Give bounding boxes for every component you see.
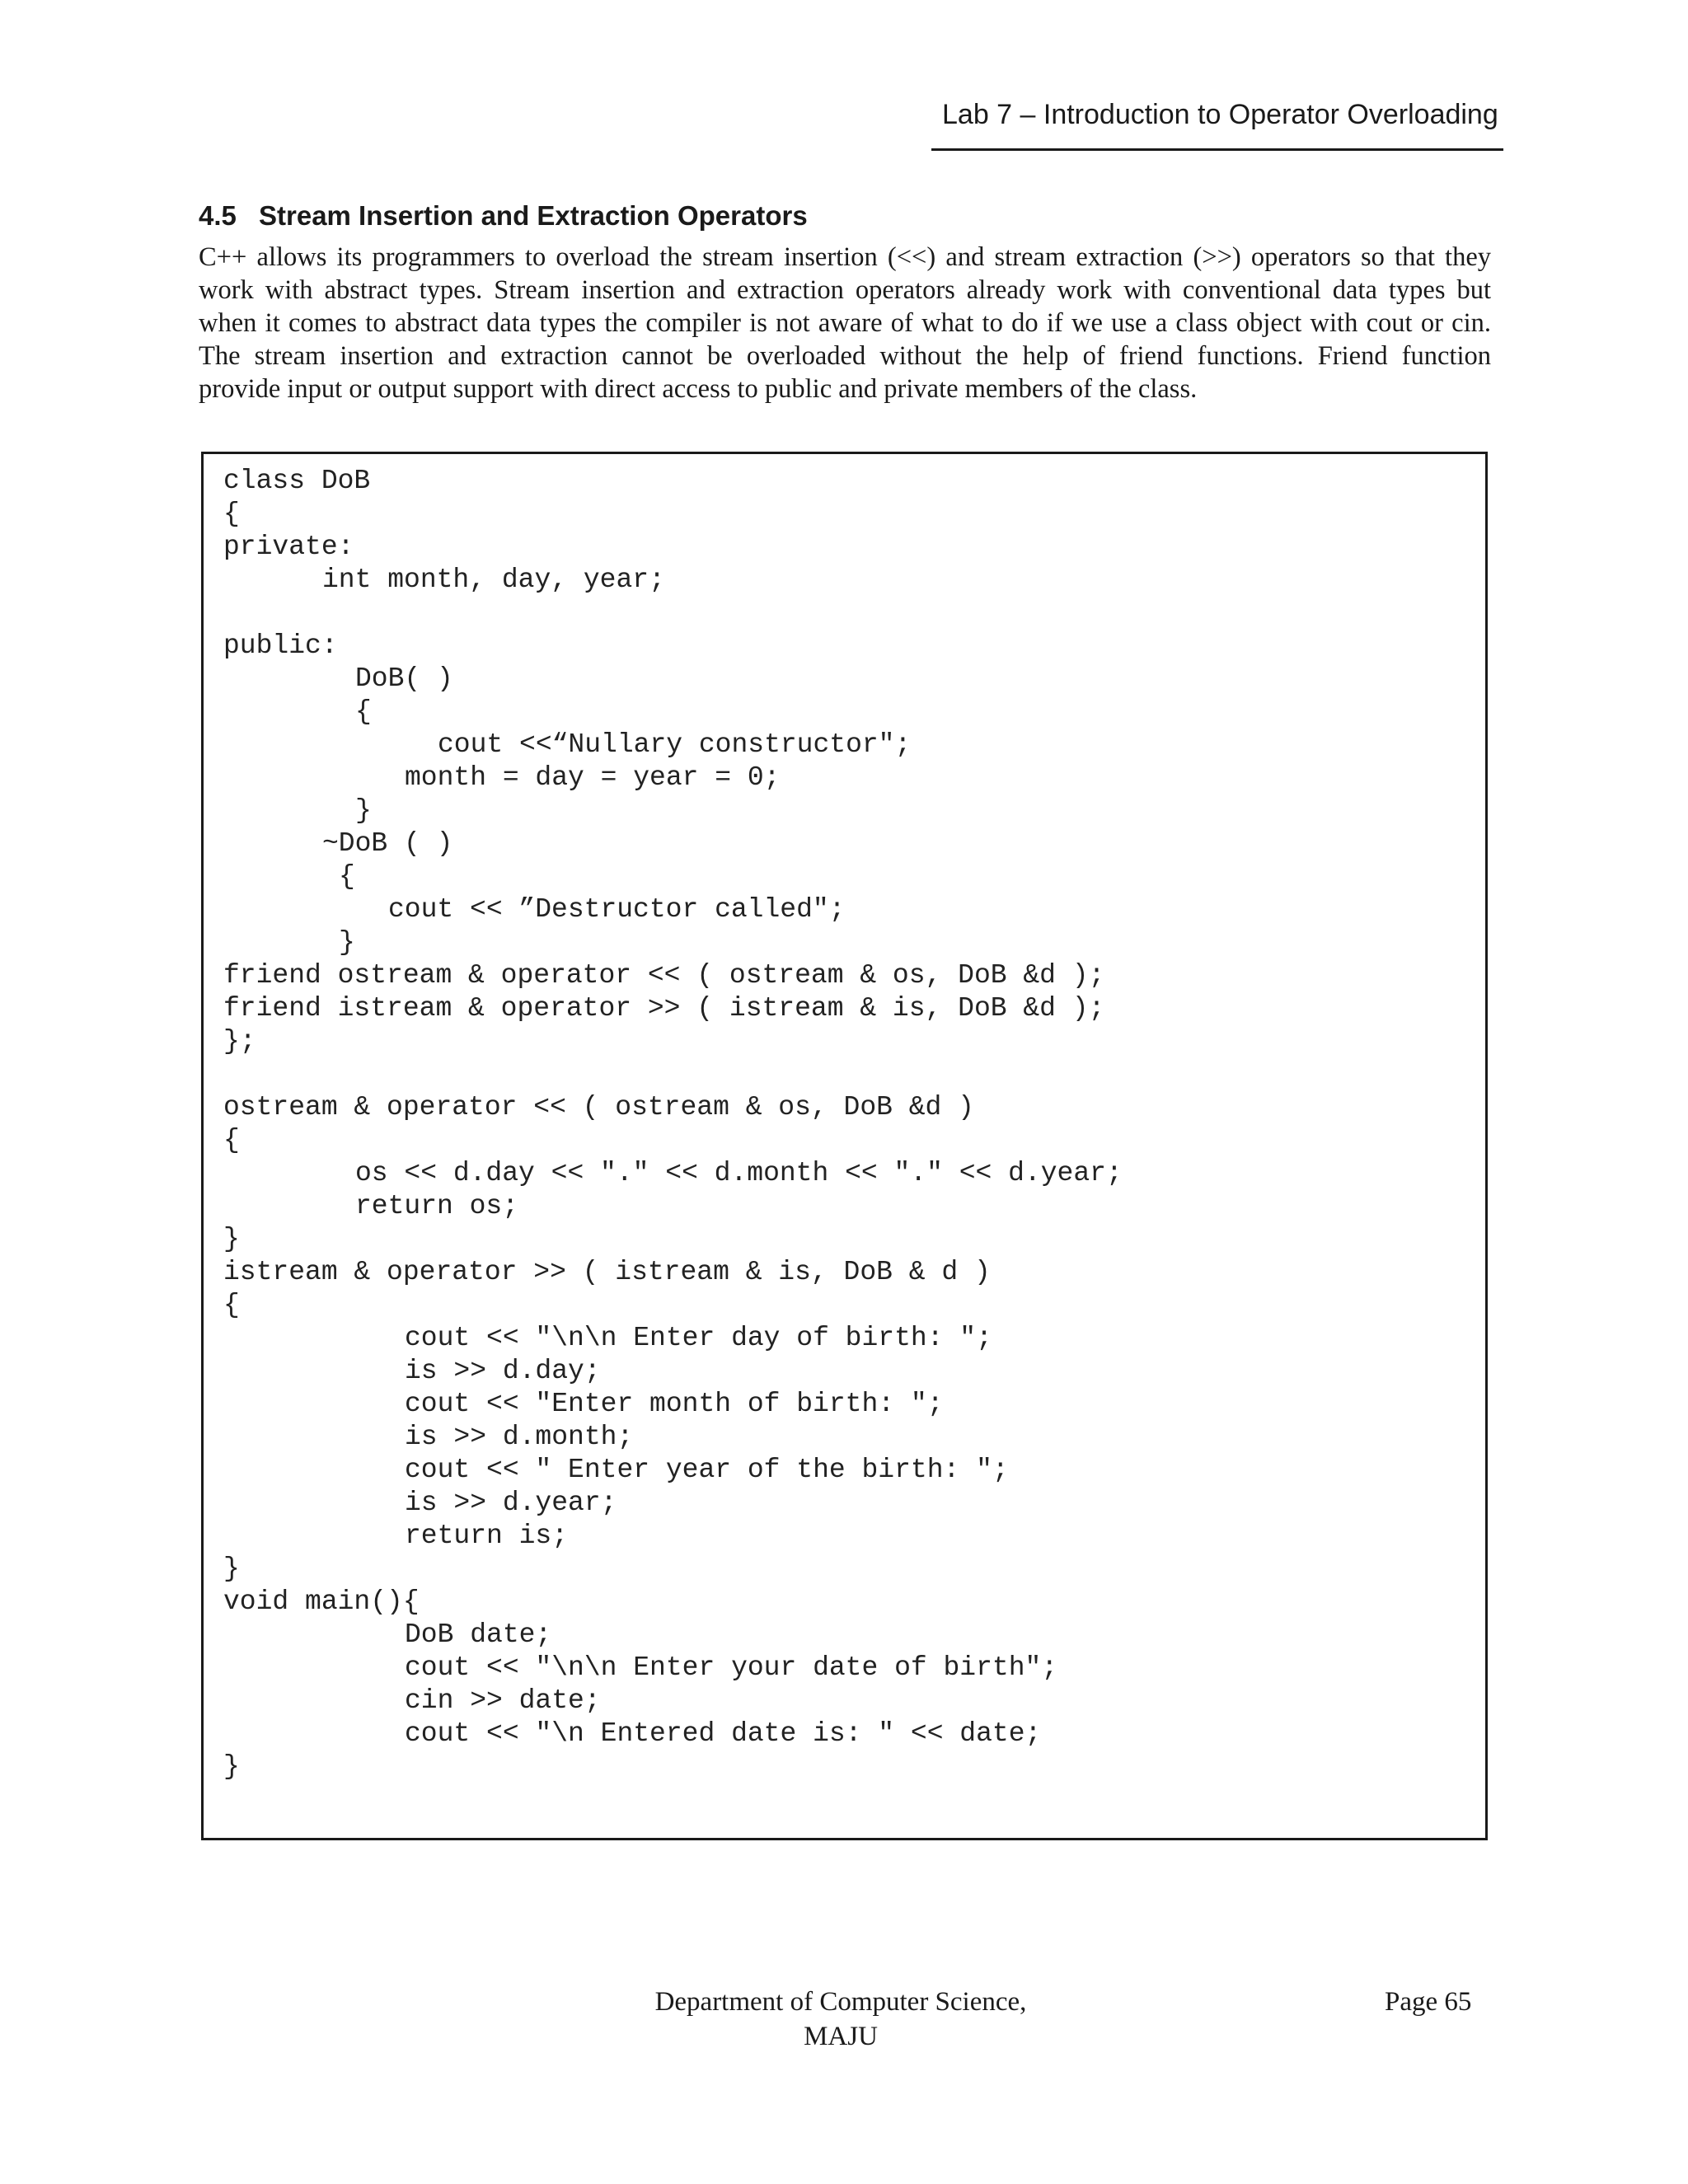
- code-line: {: [339, 861, 355, 892]
- code-line: cout << "\n\n Enter day of birth: ";: [405, 1323, 992, 1353]
- code-line: public:: [223, 630, 338, 661]
- code-line: istream & operator >> ( istream & is, DoB & d ): [223, 1257, 991, 1287]
- code-line: cout << ”Destructor called";: [388, 894, 846, 925]
- code-line: void main(){: [223, 1586, 420, 1617]
- code-line: friend ostream & operator << ( ostream & os, DoB &d );: [223, 960, 1105, 991]
- code-listing: [201, 452, 1488, 1840]
- code-line: }: [223, 1554, 240, 1584]
- code-line: cout << " Enter year of the birth: ";: [405, 1455, 1009, 1485]
- code-line: friend istream & operator >> ( istream & is, DoB &d );: [223, 993, 1105, 1024]
- header-title: Lab 7 – Introduction to Operator Overloading: [942, 99, 1498, 130]
- section-heading: [199, 198, 808, 234]
- code-line: class DoB: [223, 466, 371, 496]
- code-line: cout << "\n\n Enter your date of birth";: [405, 1652, 1058, 1683]
- page-header: [931, 97, 1503, 151]
- code-line: {: [223, 1290, 240, 1320]
- footer-department: [528, 1985, 1154, 2054]
- code-line: }: [339, 927, 355, 958]
- code-line: DoB date;: [405, 1619, 552, 1650]
- paragraph-line: provide input or output support with direct access to public and private members of the class.: [199, 374, 1198, 404]
- page-number: Page 65: [1385, 1987, 1472, 2017]
- footer-department-line: MAJU: [804, 2022, 878, 2051]
- section-number: 4.5: [199, 200, 237, 231]
- code-line: os << d.day << "." << d.month << "." << d.year;: [355, 1158, 1123, 1188]
- code-line: {: [223, 1125, 240, 1155]
- code-line: is >> d.day;: [405, 1356, 601, 1386]
- code-line: DoB( ): [355, 663, 453, 694]
- code-line: {: [223, 499, 240, 529]
- section-title: Stream Insertion and Extraction Operators: [259, 200, 808, 231]
- code-line: is >> d.month;: [405, 1422, 634, 1452]
- code-line: };: [223, 1026, 256, 1057]
- body-paragraph: [199, 241, 1491, 405]
- code-line: {: [355, 696, 372, 727]
- paragraph-line: The stream insertion and extraction cannot be overloaded without the help of friend functions. Friend function: [199, 341, 1491, 371]
- code-line: }: [223, 1224, 240, 1254]
- code-line: return os;: [355, 1191, 519, 1221]
- code-line: cout <<“Nullary constructor";: [438, 729, 912, 760]
- code-line: cout << "\n Entered date is: " << date;: [405, 1718, 1042, 1749]
- footer-department-line: Department of Computer Science,: [654, 1987, 1027, 2017]
- code-line: cin >> date;: [405, 1685, 601, 1716]
- code-line: }: [355, 795, 372, 826]
- code-line: return is;: [405, 1521, 569, 1551]
- code-line: private:: [223, 532, 354, 562]
- paragraph-line: when it comes to abstract data types the compiler is not aware of what to do if we use a class object with cout or cin.: [199, 308, 1491, 338]
- code-line: }: [223, 1751, 240, 1782]
- code-line: ~DoB ( ): [322, 828, 453, 859]
- code-line: ostream & operator << ( ostream & os, DoB &d ): [223, 1092, 974, 1122]
- paragraph-line: work with abstract types. Stream insertion and extraction operators already work with conventional data types but: [199, 275, 1491, 305]
- code-line: int month, day, year;: [322, 565, 665, 595]
- code-line: cout << "Enter month of birth: ";: [405, 1389, 944, 1419]
- code-line: month = day = year = 0;: [405, 762, 781, 793]
- code-line: is >> d.year;: [405, 1488, 617, 1518]
- paragraph-line: C++ allows its programmers to overload the stream insertion (<<) and stream extraction (>>) operators so that they: [199, 242, 1491, 272]
